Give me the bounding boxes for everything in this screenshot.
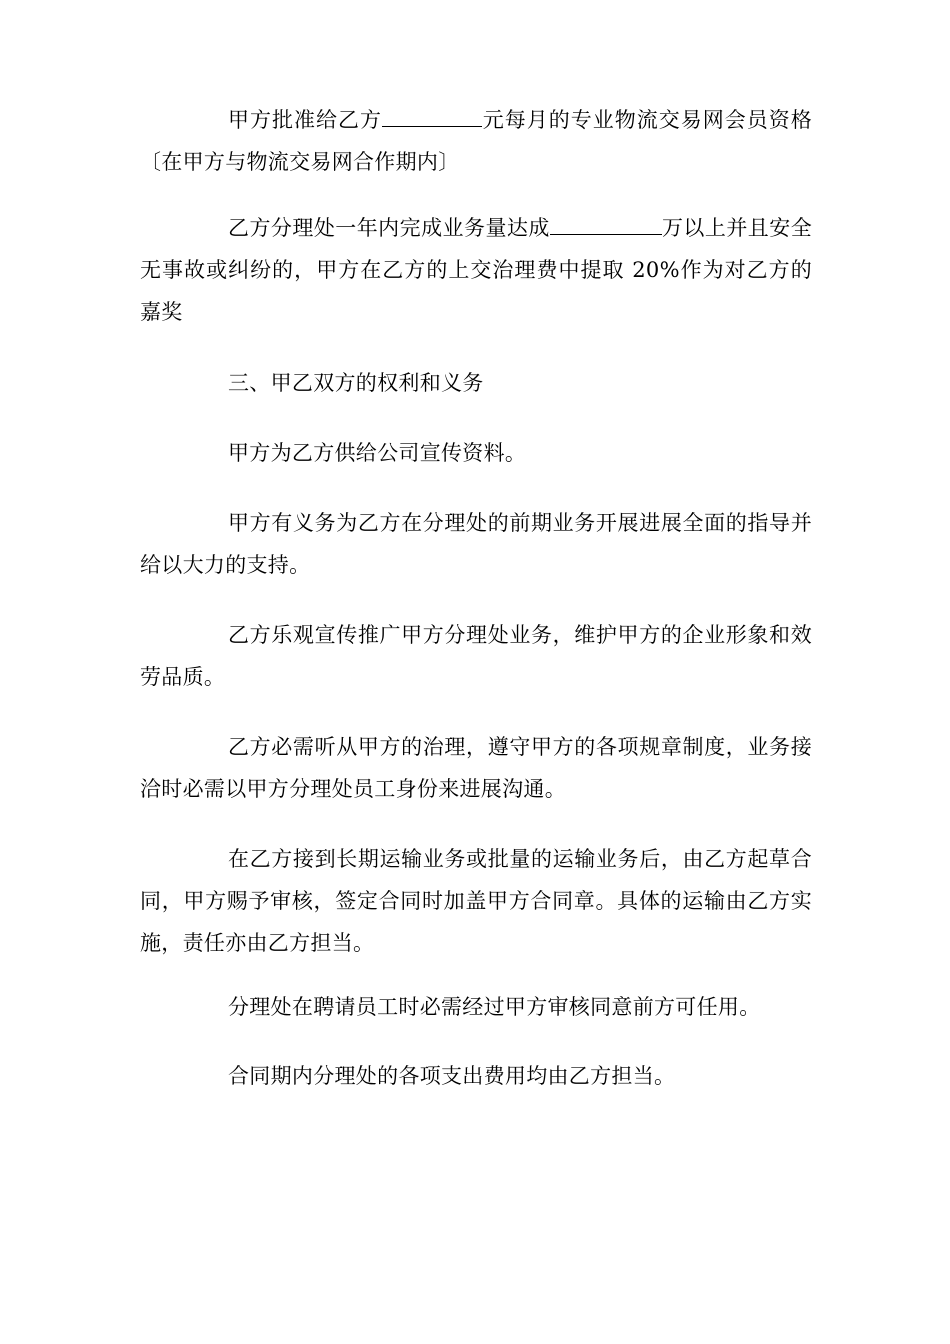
- section-heading-rights-obligations: 三、甲乙双方的权利和义务: [228, 371, 484, 395]
- fill-in-blank-volume[interactable]: [550, 214, 662, 235]
- paragraph-text-after-blank: 元每月的专业物流交易网会员资格〔在甲方与物流交易网合作期内〕: [140, 108, 812, 174]
- paragraph-promo-materials: 甲方为乙方供给公司宣传资料。: [228, 441, 527, 465]
- paragraph-promotion: 乙方乐观宣传推广甲方分理处业务，维护甲方的企业形象和效劳品质。: [140, 623, 812, 689]
- paragraph-membership: [140, 99, 812, 183]
- paragraph-text-before-blank: 乙方分理处一年内完成业务量达成: [228, 216, 550, 240]
- paragraph-guidance-support: 甲方有义务为乙方在分理处的前期业务开展进展全面的指导并给以大力的支持。: [140, 511, 812, 577]
- paragraph-reward: [140, 207, 812, 333]
- paragraph-expenses: 合同期内分理处的各项支出费用均由乙方担当。: [228, 1064, 676, 1088]
- paragraph-text-after-blank: 万以上并且安全无事故或纠纷的，甲方在乙方的上交治理费中提取 20%作为对乙方的嘉奖: [140, 216, 812, 324]
- paragraph-management: 乙方必需听从甲方的治理，遵守甲方的各项规章制度，业务接洽时必需以甲方分理处员工身份来进展沟通。: [140, 735, 812, 801]
- fill-in-blank-amount[interactable]: [382, 106, 482, 127]
- paragraph-text-before-blank: 甲方批准给乙方: [228, 108, 382, 132]
- paragraph-hiring: 分理处在聘请员工时必需经过甲方审核同意前方可任用。: [228, 995, 761, 1019]
- paragraph-contracts: 在乙方接到长期运输业务或批量的运输业务后，由乙方起草合同，甲方赐予审核，签定合同时加盖甲方合同章。具体的运输由乙方实施，责任亦由乙方担当。: [140, 847, 812, 955]
